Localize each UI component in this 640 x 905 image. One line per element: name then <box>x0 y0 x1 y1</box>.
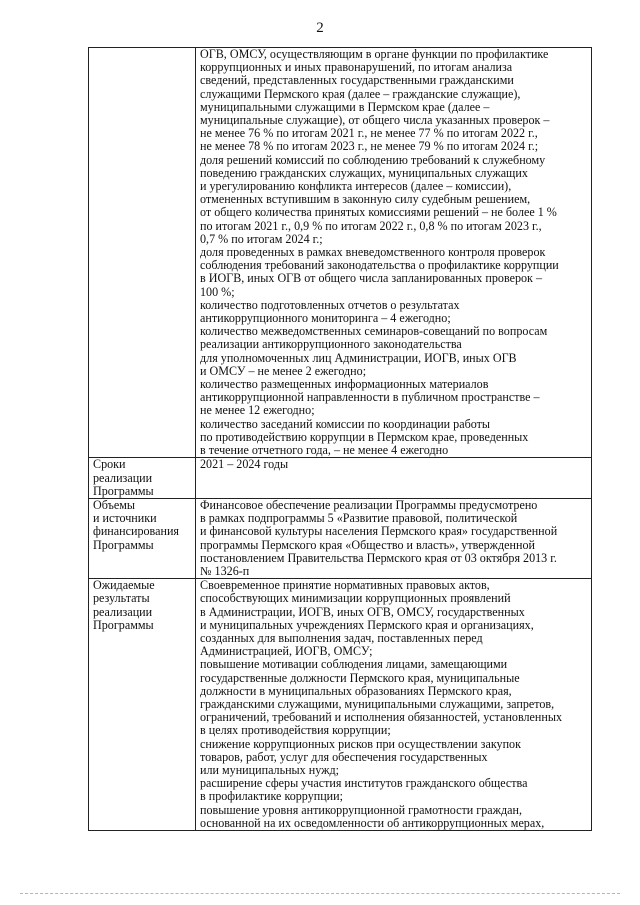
row-content-line: по итогам 2021 г., 0,9 % по итогам 2022 г., 0,8 % по итогам 2023 г., <box>200 218 542 233</box>
row-content-line: 100 %; <box>200 284 235 299</box>
row-content-line: и муниципальных учреждениях Пермского края и организациях, <box>200 617 534 632</box>
row-content-line: не менее 78 % по итогам 2023 г., не менее 79 % по итогам 2024 г.; <box>200 139 539 154</box>
row-content-line: количество подготовленных отчетов о результатах <box>200 297 460 312</box>
row-content-line: в целях противодействия коррупции; <box>200 723 391 738</box>
row-content-line: коррупционных и иных правонарушений, по итогам анализа <box>200 60 513 75</box>
row-content-line: количество заседаний комиссии по координации работы <box>200 416 491 431</box>
row-content-line: товаров, работ, услуг для обеспечения государственных <box>200 749 488 764</box>
page-bottom-edge <box>20 893 620 894</box>
row-content-line: Финансовое обеспечение реализации Программы предусмотрено <box>200 497 538 512</box>
row-label-line: Программы <box>93 617 154 632</box>
row-content-line: муниципальные служащие), от общего числа указанных проверок – <box>200 113 550 128</box>
row-content-line: отмененных вступившим в законную силу судебным решением, <box>200 192 531 207</box>
row-content-cell <box>196 498 592 578</box>
row-content-line: постановлением Правительства Пермского края от 03 октября 2013 г. <box>200 550 557 565</box>
row-label-line: финансирования <box>93 524 179 539</box>
row-content-line: реализации антикоррупционного законодательства <box>200 337 462 352</box>
row-label-cell <box>89 579 196 831</box>
row-content-line: государственные должности Пермского края, муниципальные <box>200 670 520 685</box>
row-content-line: 2021 – 2024 годы <box>200 457 289 472</box>
row-content-line: и ОМСУ – не менее 2 ежегодно; <box>200 363 367 378</box>
row-content-line: доля решений комиссий по соблюдению требований к служебному <box>200 152 546 167</box>
row-content-line: снижение коррупционных рисков при осуществлении закупок <box>200 736 521 751</box>
row-content-line: программы Пермского края «Общество и власть», утвержденной <box>200 537 535 552</box>
row-content-line: служащими Пермского края (далее – гражданские служащие), <box>200 86 521 101</box>
row-content-line: в течение отчетного года, – не менее 4 ежегодно <box>200 443 449 458</box>
row-content-line: муниципальными служащими в Пермском крае (далее – <box>200 99 490 114</box>
row-content-line: должности в муниципальных образованиях Пермского края, <box>200 683 512 698</box>
row-content-line: не менее 76 % по итогам 2021 г., не менее 77 % по итогам 2022 г., <box>200 126 538 141</box>
row-label-cell <box>89 498 196 578</box>
table-row <box>89 579 592 831</box>
row-label-cell <box>89 458 196 499</box>
row-content-cell <box>196 48 592 458</box>
row-content-line: и финансовой культуры населения Пермского края» государственной <box>200 524 558 539</box>
table-row <box>89 498 592 578</box>
row-content-line: количество размещенных информационных материалов <box>200 377 489 392</box>
row-content-line: Своевременное принятие нормативных правовых актов, <box>200 578 490 593</box>
row-label-line: реализации <box>93 604 153 619</box>
row-label-line: Ожидаемые <box>93 578 155 593</box>
row-content-line: в профилактике коррупции; <box>200 789 343 804</box>
row-label-line: результаты <box>93 591 150 606</box>
row-content-line: созданных для выполнения задач, поставленных перед <box>200 630 483 645</box>
row-content-line: не менее 12 ежегодно; <box>200 403 315 418</box>
row-content-line: соблюдения требований законодательства о профилактике коррупции <box>200 258 559 273</box>
row-content-line: ограничений, требований и исполнения обязанностей, установленных <box>200 710 563 725</box>
row-content-line: расширение сферы участия институтов гражданского общества <box>200 776 528 791</box>
row-content-line: в ИОГВ, иных ОГВ от общего числа запланированных проверок – <box>200 271 542 286</box>
row-content-line: повышение уровня антикоррупционной грамотности граждан, <box>200 802 523 817</box>
row-label-line: Программы <box>93 537 154 552</box>
row-content-line: сведений, представленных государственными гражданскими <box>200 73 514 88</box>
row-content-cell <box>196 458 592 499</box>
row-label-line: и источники <box>93 511 157 526</box>
row-label-line: Сроки <box>93 457 126 472</box>
row-content-line: и урегулированию конфликта интересов (далее – комиссии), <box>200 179 512 194</box>
table-row <box>89 48 592 458</box>
row-content-line: поведению гражданских служащих, муниципальных служащих <box>200 165 528 180</box>
page-number: 2 <box>316 20 324 36</box>
row-content-line: по противодействию коррупции в Пермском крае, проведенных <box>200 429 529 444</box>
row-content-line: № 1326-п <box>200 563 250 578</box>
row-content-line: для уполномоченных лиц Администрации, ИОГВ, иных ОГВ <box>200 350 517 365</box>
row-content-line: антикоррупционного мониторинга – 4 ежегодно; <box>200 311 451 326</box>
row-content-line: количество межведомственных семинаров-совещаний по вопросам <box>200 324 548 339</box>
row-label-cell <box>89 48 196 458</box>
row-content-line: доля проведенных в рамках вневедомственного контроля проверок <box>200 245 546 260</box>
passport-table <box>88 47 592 831</box>
row-content-cell <box>196 579 592 831</box>
row-label-line: Объемы <box>93 497 135 512</box>
row-content-line: повышение мотивации соблюдения лицами, замещающими <box>200 657 508 672</box>
row-content-line: в рамках подпрограммы 5 «Развитие правовой, политической <box>200 511 518 526</box>
row-content-line: Администрацией, ИОГВ, ОМСУ; <box>200 644 373 659</box>
row-content-line: от общего количества принятых комиссиями решений – не более 1 % <box>200 205 557 220</box>
row-label-line: реализации <box>93 470 153 485</box>
row-content-line: основанной на их осведомленности об антикоррупционных мерах, <box>200 815 545 830</box>
row-content-line: или муниципальных нужд; <box>200 762 339 777</box>
row-content-line: способствующих минимизации коррупционных проявлений <box>200 591 511 606</box>
row-label-line: Программы <box>93 483 154 498</box>
row-content-line: антикоррупционной направленности в публичном пространстве – <box>200 390 540 405</box>
row-content-line: в Администрации, ИОГВ, иных ОГВ, ОМСУ, государственных <box>200 604 525 619</box>
row-content-line: 0,7 % по итогам 2024 г.; <box>200 231 323 246</box>
row-content-line: ОГВ, ОМСУ, осуществляющим в органе функции по профилактике <box>200 47 549 61</box>
table-row <box>89 458 592 499</box>
row-content-line: гражданскими служащими, муниципальными служащими, запретов, <box>200 696 555 711</box>
